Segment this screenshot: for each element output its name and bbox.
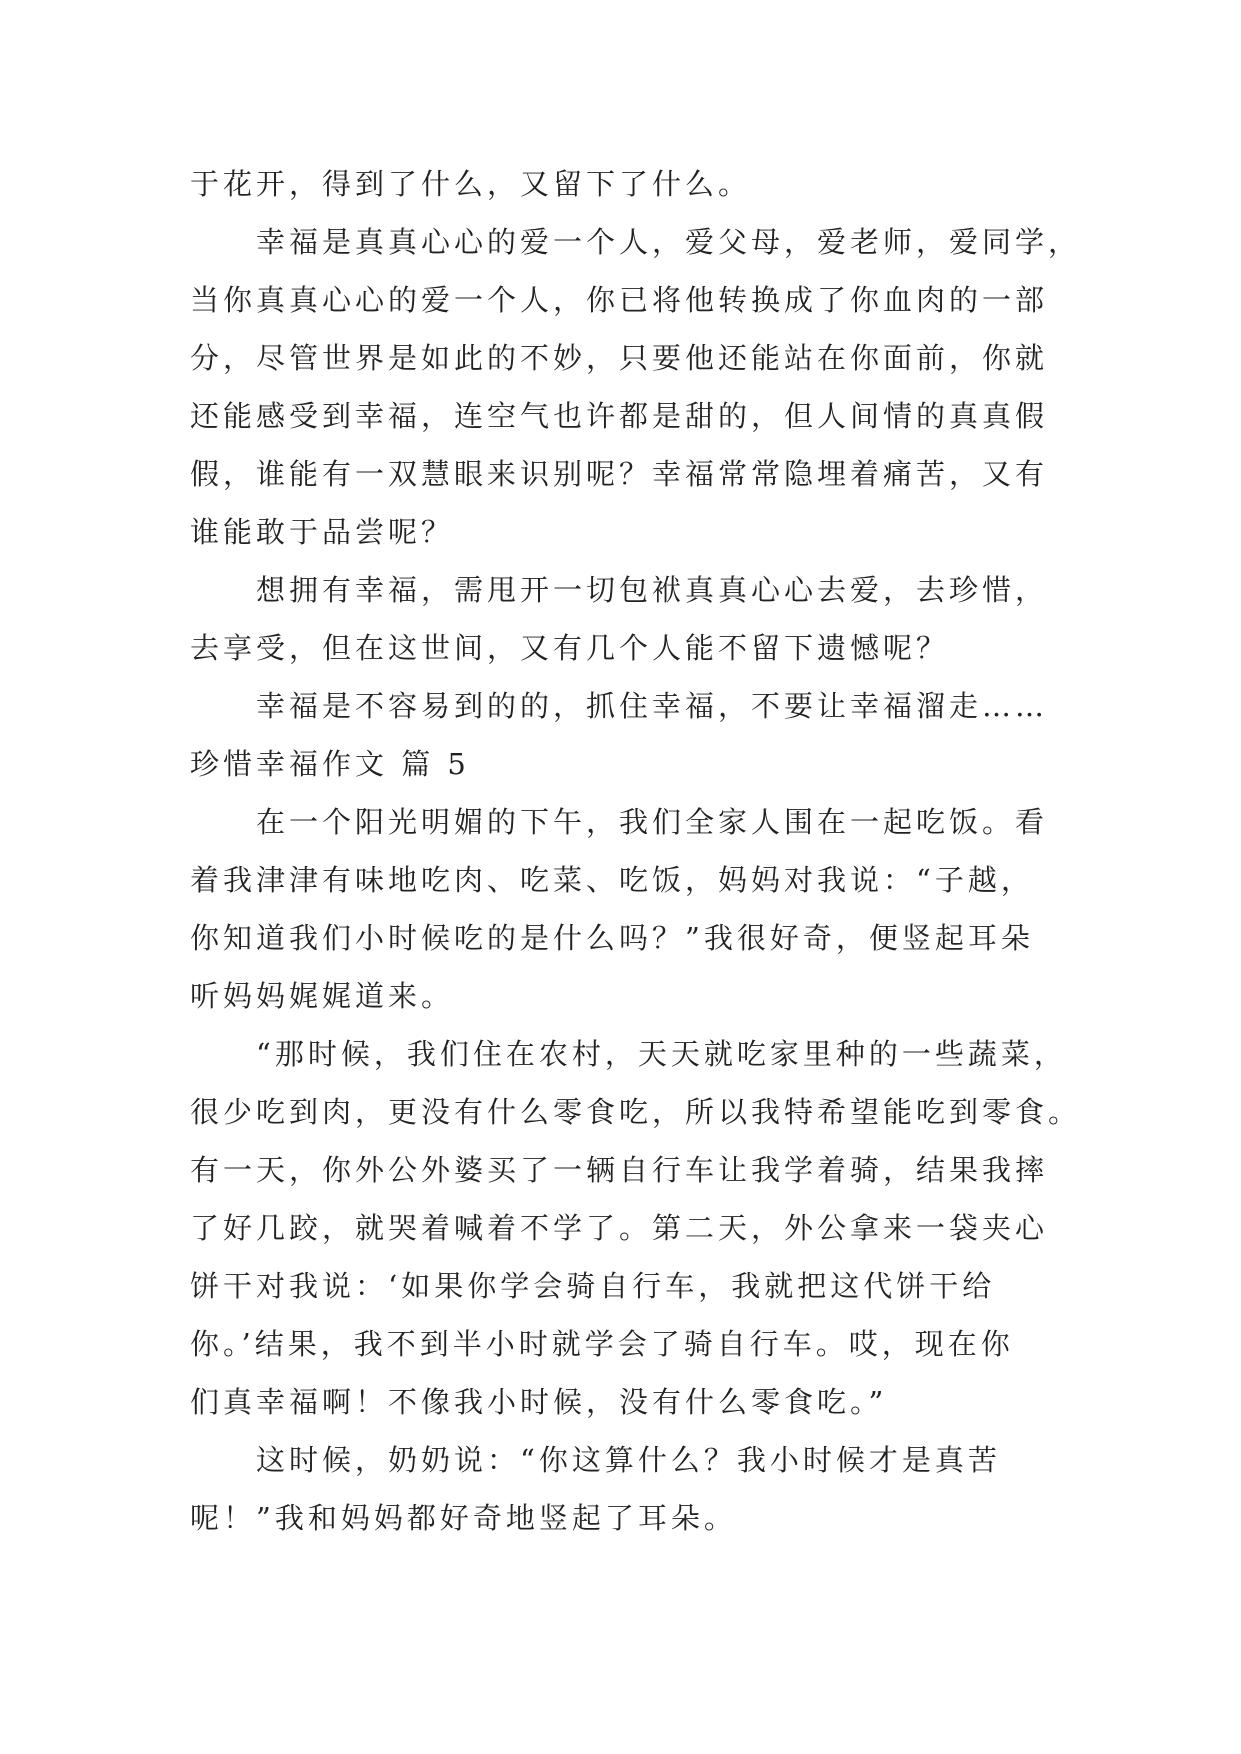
text-line: 幸福是真真心心的爱一个人，爱父母，爱老师，爱同学， bbox=[256, 225, 1082, 259]
text-line: 谁能敢于品尝呢？ bbox=[190, 515, 455, 549]
text-line: 于花开，得到了什么，又留下了什么。 bbox=[190, 167, 752, 201]
text-line: 还能感受到幸福，连空气也许都是甜的，但人间情的真真假 bbox=[190, 399, 1049, 433]
text-line: 去享受，但在这世间，又有几个人能不留下遗憾呢？ bbox=[190, 631, 950, 665]
text-line: 你。’结果，我不到半小时就学会了骑自行车。哎，现在你 bbox=[190, 1327, 1014, 1361]
text-line: 当你真真心心的爱一个人，你已将他转换成了你血肉的一部 bbox=[190, 283, 1049, 317]
text-line: 幸福是不容易到的的，抓住幸福，不要让幸福溜走…… bbox=[256, 689, 1049, 723]
text-line: “那时候，我们住在农村，天天就吃家里种的一些蔬菜， bbox=[256, 1037, 1067, 1071]
section-heading: 珍惜幸福作文 篇 5 bbox=[190, 747, 470, 781]
text-line: 着我津津有味地吃肉、吃菜、吃饭，妈妈对我说：“子越， bbox=[190, 863, 1034, 897]
text-line: 有一天，你外公外婆买了一辆自行车让我学着骑，结果我摔 bbox=[190, 1153, 1049, 1187]
text-line: 想拥有幸福，需甩开一切包袱真真心心去爱，去珍惜， bbox=[256, 573, 1049, 607]
text-line: 分，尽管世界是如此的不妙，只要他还能站在你面前，你就 bbox=[190, 341, 1049, 375]
text-line: 假，谁能有一双慧眼来识别呢？幸福常常隐埋着痛苦，又有 bbox=[190, 457, 1049, 491]
text-line: 们真幸福啊！不像我小时候，没有什么零食吃。” bbox=[190, 1385, 888, 1419]
text-line: 呢！”我和妈妈都好奇地竖起了耳朵。 bbox=[190, 1501, 737, 1535]
text-line: 在一个阳光明媚的下午，我们全家人围在一起吃饭。看 bbox=[256, 805, 1049, 839]
text-line: 这时候，奶奶说：“你这算什么？我小时候才是真苦 bbox=[256, 1443, 1001, 1477]
text-line: 你知道我们小时候吃的是什么吗？”我很好奇，便竖起耳朵 bbox=[190, 921, 1034, 955]
text-line: 很少吃到肉，更没有什么零食吃，所以我特希望能吃到零食。 bbox=[190, 1095, 1082, 1129]
text-line: 了好几跤，就哭着喊着不学了。第二天，外公拿来一袋夹心 bbox=[190, 1211, 1049, 1245]
text-line: 饼干对我说：‘如果你学会骑自行车，我就把这代饼干给 bbox=[190, 1269, 996, 1303]
text-line: 听妈妈娓娓道来。 bbox=[190, 979, 455, 1013]
article-body bbox=[190, 155, 1082, 1547]
